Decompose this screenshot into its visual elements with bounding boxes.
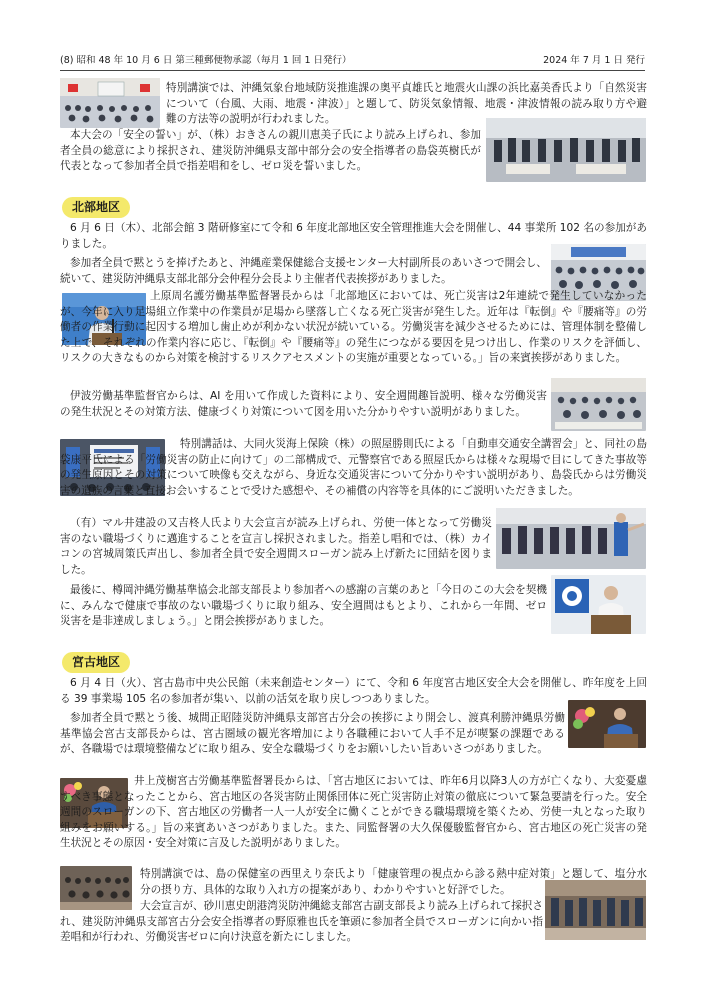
hokubu-paragraph-6: （有）マル井建設の又吉柊人氏より大会宣言が読み上げられ、労使一体となって労働災害のない職場づくりに邁進することを宣言し採択されました。指差し唱和では、（株）カイコンの宮城周策氏声出し、参加者全員で安全週間スローガン読み上げ新たに団結を図りました。 — [60, 517, 492, 576]
hokubu-paragraph-1: 6 月 6 日（木）、北部会館 3 階研修室にて令和 6 年度北部地区安全管理推進大会を開催し、44 事業所 102 名の参加がありました。 — [60, 222, 647, 250]
top-paragraph-lecture: 特別講演では、沖縄気象台地域防災推進課の奥平貞雄氏と地震火山課の浜比嘉美香氏より「自然災害について（台風、大雨、地震・津波）」と題して、防災気象情報、地震・津波情報の読み取り方や避難の方法等の説明が行われました。 — [166, 82, 647, 126]
hokubu-paragraph-5: 特別講話は、大同火災海上保険（株）の照屋勝則氏による「自動車交通安全講習会」と、同社の島袋康平氏による「労働災害の防止に向けて」の二部構成で、元警察官である照屋氏からは様々な現場で目にしてきた事故等の発生原因とその対策について映像も交えながら、身近な交通災害について分かりやすい説明があり、島袋氏からは労働災害の遺族の言葉と直接お会いすることで受けた感想や、その補償の内容等を具体的にご説明いただきました。 — [60, 438, 647, 497]
miyako-paragraph-1: 6 月 4 日（火）、宮古島市中央公民館（未来創造センター）にて、令和 6 年度宮古地区安全大会を開催し、昨年度を上回る 39 事業場 105 名の参加者が集い、以前の活気を取り戻しつつありました。 — [60, 677, 647, 705]
miyako-paragraph-4: 特別講演では、島の保健室の西里えり奈氏より「健康管理の視点から診る熱中症対策」と題して、塩分水分の摂り方、具体的な取り入れ方の提案があり、わかりやすいと好評でした。 — [140, 868, 647, 896]
top-paragraph-safety-oath: 本大会の「安全の誓い」が、（株）おきさんの親川恵美子氏により読み上げられ、参加者全員の総意により採択され、建災防沖縄県支部中部分会の安全指導者の島袋英樹氏が代表となって参加者全員で指差唱和をし、ゼロ災を誓いました。 — [60, 129, 481, 173]
section-badge-miyako: 宮古地区 — [62, 652, 130, 673]
hokubu-paragraph-4: 伊波労働基準監督官からは、AI を用いて作成した資料により、安全週間趣旨説明、様々な労働災害の発生状況とその対策方法、健康づくり対策について図を用いた分かりやすい説明がありました。 — [60, 390, 547, 418]
photo-miyako-chief-greeting — [568, 700, 646, 748]
header-publish-date: 2024 年 7 月 1 日 発行 — [543, 55, 645, 66]
miyako-paragraph-3: 井上茂樹宮古労働基準監督署長からは、「宮古地区においては、昨年6月以降3人の方が亡くなり、大変憂慮すべき事態となったことから、宮古地区の各災害防止関係団体に死亡災害防止対策の徹底について緊急要請を行った。安全週間のスローガンの下、宮古地区の労働者一人一人が安全に働くことができる職場環境を築くため、労使一丸となった取り組みをお願いする。」旨の来賓あいさつがありました。また、同監督署の大久保優駿監督官から、宮古地区の死亡災害の発生状況とその原因・安全対策に言及した説明がありました。 — [60, 775, 647, 850]
photo-miyako-pointing-call — [545, 880, 646, 940]
photo-hokubu-pointing-call — [496, 508, 646, 569]
miyako-paragraph-5: 大会宣言が、砂川恵史朗港湾災防沖縄総支部宮古副支部長より読み上げられて採択され、建災防沖縄県支部宮古分会安全指導者の野原雅也氏を筆頭に参加者全員でスローガンに向かい指差唱和が行われ、労働災害ゼロに向け決意を新たにしました。 — [60, 900, 543, 944]
page-header — [60, 52, 645, 71]
hokubu-paragraph-3: 上原周名護労働基準監督署長からは「北部地区においては、死亡災害は2年連続で発生していなかったが、今年に入り足場組立作業中の作業員が足場から墜落し亡くなる死亡災害が発生した。近年は『転倒』や『腰痛等』の労働者の作業行動に起因する増加し歯止めが利かない状況が続いている。労働災害を減少させるためには、管理体制を整備した上で、それぞれの作業内容に応じ、『転倒』や『腰痛等』の発生につながる要因を見つけ出し、作業のリスクを評価し、リスクの大きなものから対策を検討するリスクアセスメントの実施が重要となっている。」旨の来賓挨拶がありました。 — [60, 290, 647, 365]
miyako-paragraph-2: 参加者全員で黙とう後、城間正昭陸災防沖縄県支部宮古分会の挨拶により開会し、渡真利勝沖縄県労働基準協会宮古支部長からは、宮古圏域の観光客増加により各職種において人手不足が喫緊の課題であるが、各職場では環境整備などに取り組み、安全な職場づくりをお願いしたい旨あいさつがありました。 — [60, 712, 565, 756]
photo-pointing-call — [486, 118, 646, 182]
photo-hokubu-seminar — [551, 378, 646, 431]
hokubu-paragraph-7: 最後に、樽岡沖縄労働基準協会北部支部長より参加者への感謝の言葉のあと「今日のこの大会を契機に、みんなで健康で事故のない職場づくりに取り組み、安全週間はもとより、これから一年間、ゼロ災害を是非達成しましょう。」と閉会挨拶がありました。 — [60, 584, 547, 628]
photo-lecture-hall — [60, 78, 160, 128]
hokubu-paragraph-2: 参加者全員で黙とうを捧げたあと、沖縄産業保健総合支援センター大村副所長のあいさつで開会し、続いて、建災防沖縄県支部北部分会仲程分会長より主催者代表挨拶がありました。 — [60, 257, 547, 285]
section-badge-hokubu: 北部地区 — [62, 197, 130, 218]
header-issue-info: (8) 昭和 48 年 10 月 6 日 第三種郵便物承認（毎月 1 回 1 日発行） — [60, 55, 352, 66]
photo-hokubu-closing-speech — [551, 575, 646, 634]
